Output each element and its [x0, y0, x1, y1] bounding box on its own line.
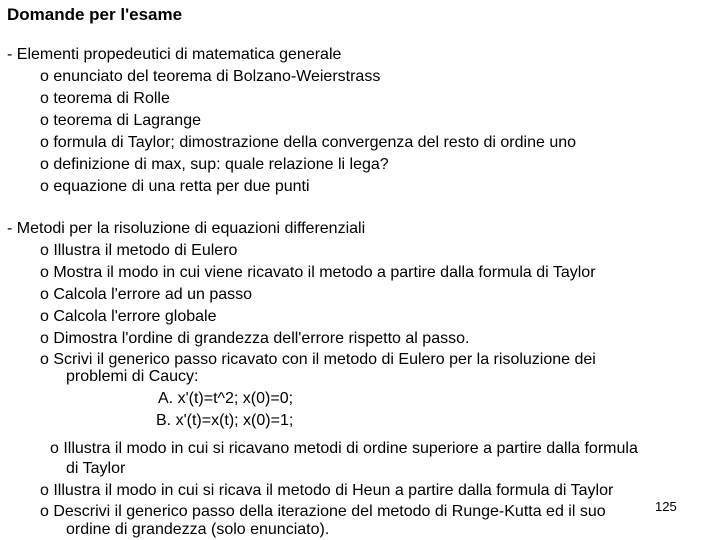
section-heading-metodi: - Metodi per la risoluzione di equazioni differenziali [7, 220, 366, 237]
list-item-continuation: di Taylor [66, 460, 126, 477]
list-item: o teorema di Rolle [40, 90, 170, 107]
list-item: o enunciato del teorema di Bolzano-Weierstrass [40, 68, 381, 85]
list-item: o Scrivi il generico passo ricavato con il metodo di Eulero per la risoluzione dei [40, 351, 596, 368]
list-item: o Mostra il modo in cui viene ricavato il metodo a partire dalla formula di Taylor [40, 264, 596, 281]
list-item: o teorema di Lagrange [40, 112, 201, 129]
page-title: Domande per l'esame [7, 5, 183, 24]
list-item: o Illustra il modo in cui si ricava il metodo di Heun a partire dalla formula di Taylor [40, 482, 614, 499]
equation-b: B. x'(t)=x(t); x(0)=1; [156, 412, 294, 429]
page-number: 125 [655, 499, 677, 514]
equation-a: A. x'(t)=t^2; x(0)=0; [158, 390, 294, 407]
list-item: o formula di Taylor; dimostrazione della convergenza del resto di ordine uno [40, 134, 577, 151]
list-item: o Illustra il modo in cui si ricavano metodi di ordine superiore a partire dalla formula [50, 440, 638, 457]
list-item: o Dimostra l'ordine di grandezza dell'errore rispetto al passo. [40, 330, 470, 347]
list-item-continuation: problemi di Caucy: [66, 368, 199, 385]
list-item: o Illustra il metodo di Eulero [40, 242, 238, 259]
list-item: o Calcola l'errore globale [40, 308, 217, 325]
list-item: o equazione di una retta per due punti [40, 178, 310, 195]
section-heading-propedeutici: - Elementi propedeutici di matematica generale [7, 46, 342, 63]
list-item-continuation: ordine di grandezza (solo enunciato). [66, 521, 330, 538]
list-item: o definizione di max, sup: quale relazione li lega? [40, 156, 389, 173]
list-item: o Descrivi il generico passo della iterazione del metodo di Runge-Kutta ed il suo [40, 503, 606, 520]
list-item: o Calcola l'errore ad un passo [40, 286, 253, 303]
